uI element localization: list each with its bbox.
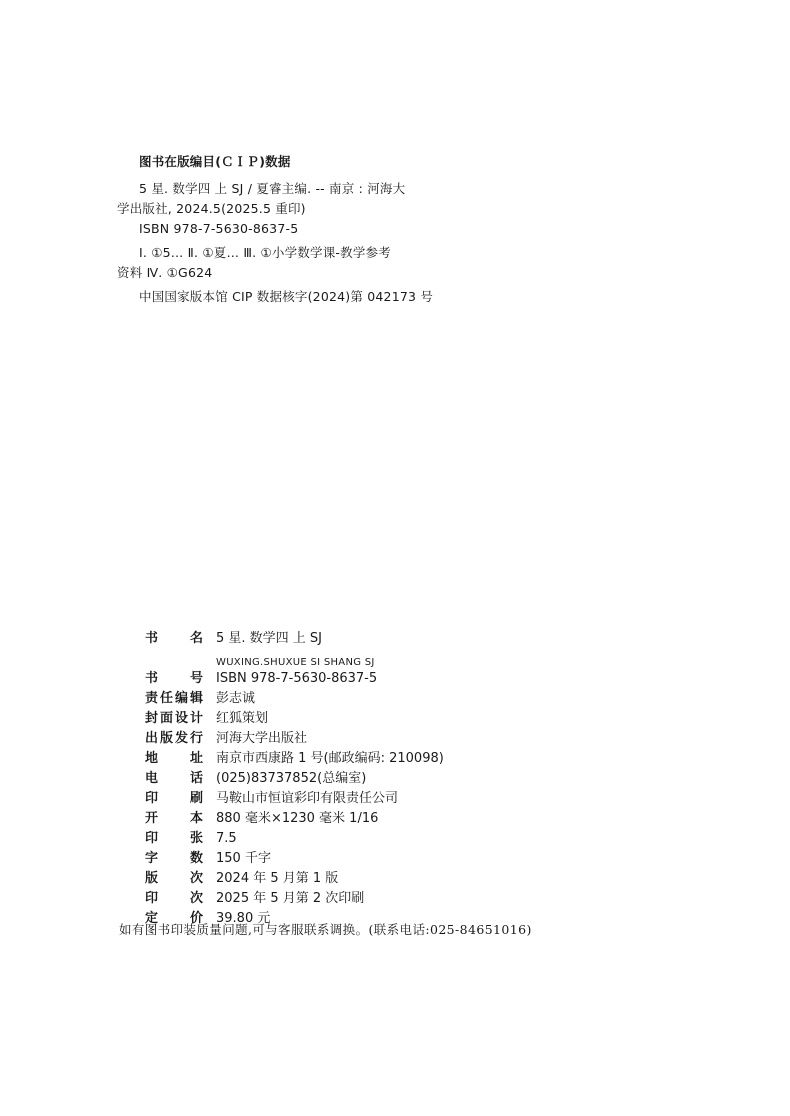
format-label: 开本 [145,811,203,826]
cover-design-label: 封面设计 [145,711,203,726]
book-number-value: ISBN 978-7-5630-8637-5 [216,671,378,686]
edition-label: 版次 [145,871,203,886]
format-value: 880 毫米×1230 毫米 1/16 [216,811,379,826]
price-value: 39.80 元 [216,911,271,926]
cip-title: 图书在版编目(ＣＩＰ)数据 [139,154,291,169]
cip-data-block [0,0,790,320]
address-value: 南京市西康路 1 号(邮政编码: 210098) [216,751,444,766]
cip-isbn-line: ISBN 978-7-5630-8637-5 [139,221,299,236]
phone-label: 电话 [145,771,203,786]
cip-line-2: 学出版社, 2024.5(2025.5 重印) [117,201,306,216]
book-name-pinyin: WUXING.SHUXUE SI SHANG SJ [216,657,375,668]
printer-value: 马鞍山市恒谊彩印有限责任公司 [216,791,399,806]
cip-classification-line: Ⅰ. ①5… Ⅱ. ①夏… Ⅲ. ①小学数学课-教学参考 [139,245,391,260]
book-name-label: 书名 [145,631,203,646]
address-label: 地址 [145,751,203,766]
sheets-value: 7.5 [216,831,237,846]
sheets-label: 印张 [145,831,203,846]
price-label: 定价 [145,911,203,926]
word-count-label: 字数 [145,851,203,866]
printer-label: 印刷 [145,791,203,806]
phone-value: (025)83737852(总编室) [216,771,367,786]
printing-label: 印次 [145,891,203,906]
cip-record-number: 中国国家版本馆 CIP 数据核字(2024)第 042173 号 [139,289,434,304]
quality-notice: 如有图书印装质量问题,可与客服联系调换。(联系电话:025-84651016) [119,922,532,937]
cover-design-value: 红狐策划 [216,711,269,726]
editor-label: 责任编辑 [145,691,203,706]
edition-value: 2024 年 5 月第 1 版 [216,871,339,886]
cip-line-1: 5 星. 数学四 上 SJ / 夏睿主编. -- 南京 : 河海大 [139,181,406,196]
cip-classification-line-cont: 资料 Ⅳ. ①G624 [117,265,213,280]
word-count-value: 150 千字 [216,851,271,866]
printing-value: 2025 年 5 月第 2 次印刷 [216,891,365,906]
book-name-value: 5 星. 数学四 上 SJ [216,631,323,646]
publisher-label: 出版发行 [145,731,203,746]
publisher-value: 河海大学出版社 [216,731,308,746]
editor-value: 彭志诚 [216,691,256,706]
book-number-label: 书号 [145,671,203,686]
